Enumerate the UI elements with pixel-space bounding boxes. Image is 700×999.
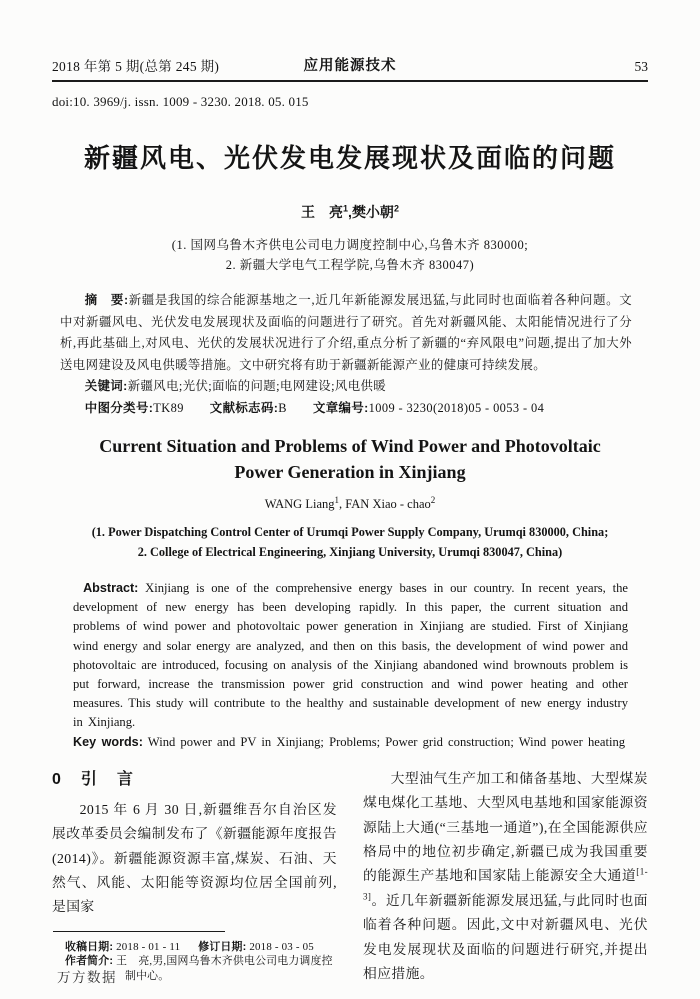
issue-info: 2018 年第 5 期(总第 245 期): [52, 59, 220, 74]
author-affil-mark: 1: [343, 203, 349, 214]
author-cn-2: 樊小朝$^2$: [351, 203, 399, 220]
abstract-en-text: Xinjiang is one of the comprehensive energy bases in our country. In recent years, the development of new energy has been developing rapidly. In this paper, the current situation and problems of wind power and photovoltaic power generation in Xinjiang are studied. First of Xinjiang wind energy and solar energy are analyzed, and then on this basis, the development of wind power and photovoltaic are introduced, focusing on analysis of the Xinjiang abandoned wind brownouts problem is put forward, increase the transmission power grid construction and wind power heating and other measures. This study will contribute to the healthy and sustainable development of new energy industry in Xinjiang.: [73, 581, 628, 730]
intro-two-column-section: [52, 764, 648, 987]
intro-paragraph-left: 2015 年 6 月 30 日,新疆维吾尔自治区发展改革委员会编制发布了《新疆能源年度报告(2014)》。新疆能源资源丰富,煤炭、石油、天然气、风能、太阳能等资源均位居全国前列,是国家: [52, 801, 337, 915]
intro-right-text: 大型油气生产加工和储备基地、大型煤炭煤电煤化工基地、大型风电基地和国家能源资源陆上大通(“三基地一通道”),在全国能源供应格局中的地位初步确定,新疆已成为我国重要的能源生产基地和国家陆上能源安全大通道: [363, 770, 648, 884]
author-separator: ,: [339, 497, 346, 511]
revised-date-value: 2018 - 03 - 05: [249, 940, 314, 953]
article-title-cn: 新疆风电、光伏发电发展现状及面临的问题: [83, 143, 616, 173]
received-date-label: 收稿日期:: [65, 940, 114, 953]
author-bio-label: 作者简介:: [65, 955, 114, 968]
keywords-en-text: Wind power and PV in Xinjiang; Problems; Power grid construction; Wind power heating: [142, 734, 626, 749]
author-bio-value: 王 亮,男,国网乌鲁木齐供电公司电力调度控制中心。: [116, 955, 333, 982]
abstract-en-block: [73, 579, 628, 752]
abstract-cn: [60, 290, 632, 376]
keywords-cn: [60, 376, 632, 398]
footnote-divider: [53, 931, 225, 932]
footnote-dates: [65, 940, 337, 955]
author-affil-mark: 2: [393, 203, 399, 214]
abstract-cn-label: 摘 要:: [84, 293, 129, 307]
keywords-cn-label: 关键词:: [84, 379, 128, 393]
author-en-2: FAN Xiao - chao$^2$: [345, 494, 436, 511]
affiliations-en: [52, 522, 648, 562]
article-title-en: Current Situation and Problems of Wind Power and Photovoltaic Power Generation in Xinjiang: [99, 436, 601, 482]
doc-code-label: 文献标志码:: [209, 400, 279, 415]
intro-right-text-continued: 。近几年新疆新能源发展迅猛,与此同时也面临着各种问题。因此,文中对新疆风电、光伏发电发展现状及面临的问题进行研究,并提出相应措施。: [363, 892, 648, 982]
keywords-en: [73, 733, 628, 752]
authors-cn: [52, 202, 648, 222]
authors-en: [52, 494, 648, 512]
revised-date-label: 修订日期:: [198, 940, 247, 953]
affiliation-cn-2: 2. 新疆大学电气工程学院,乌鲁木齐 830047): [225, 258, 475, 272]
affiliation-en-2: 2. College of Electrical Engineering, Xinjiang University, Urumqi 830047, China): [137, 545, 563, 559]
affiliation-en-1: (1. Power Dispatching Control Center of Urumqi Power Supply Company, Urumqi 830000, China;: [91, 525, 609, 539]
classification-line: [60, 398, 632, 420]
abstract-en: [73, 579, 628, 733]
doi: doi:10. 3969/j. issn. 1009 - 3230. 2018. 05. 015: [52, 94, 309, 109]
abstract-cn-text: 新疆是我国的综合能源基地之一,近几年新能源发展迅猛,与此同时也面临着各种问题。文中对新疆风电、光伏发电发展现状及面临的问题进行了研究。首先对新疆风能、太阳能情况进行了分析,再此基础上,对风电、光伏的发展状况进行了介绍,重点分析了新疆的“弃风限电”问题,提出了加大外送电网建设及风电供暖等措施。文中研究将有助于新疆新能源产业的健康可持续发展。: [60, 293, 632, 372]
clc-value: TK89: [153, 400, 184, 415]
right-column: [363, 764, 648, 987]
intro-paragraph-right: [363, 767, 648, 987]
journal-header: [52, 54, 648, 82]
wanfang-data-watermark: 万方数据: [57, 970, 117, 986]
clc-label: 中图分类号:: [84, 400, 154, 415]
author-affil-mark: 2: [430, 494, 436, 505]
article-id-value: 1009 - 3230(2018)05 - 0053 - 04: [368, 400, 545, 415]
received-date-value: 2018 - 01 - 11: [116, 940, 181, 953]
section-heading-introduction: 0 引 言: [52, 770, 135, 788]
author-en-1: WANG Liang$^1$: [264, 494, 339, 511]
author-separator: ,: [348, 204, 352, 220]
abstract-cn-block: [60, 290, 632, 419]
doc-code-value: B: [278, 400, 287, 415]
left-column: [52, 764, 337, 987]
author-affil-mark: 1: [334, 494, 339, 505]
article-id-label: 文章编号:: [312, 400, 369, 415]
journal-name: 应用能源技术: [303, 58, 397, 74]
author-cn-1: 王 亮$^1$: [301, 203, 349, 220]
abstract-en-label: Abstract:: [83, 581, 139, 595]
reference-citation: [1-3]: [363, 866, 648, 902]
keywords-cn-text: 新疆风电;光伏;面临的问题;电网建设;风电供暖: [127, 379, 387, 393]
page-number: 53: [634, 59, 648, 74]
affiliations-cn: [52, 235, 648, 275]
affiliation-cn-1: (1. 国网乌鲁木齐供电公司电力调度控制中心,乌鲁木齐 830000;: [171, 238, 529, 252]
keywords-en-label: Key words:: [73, 734, 143, 749]
